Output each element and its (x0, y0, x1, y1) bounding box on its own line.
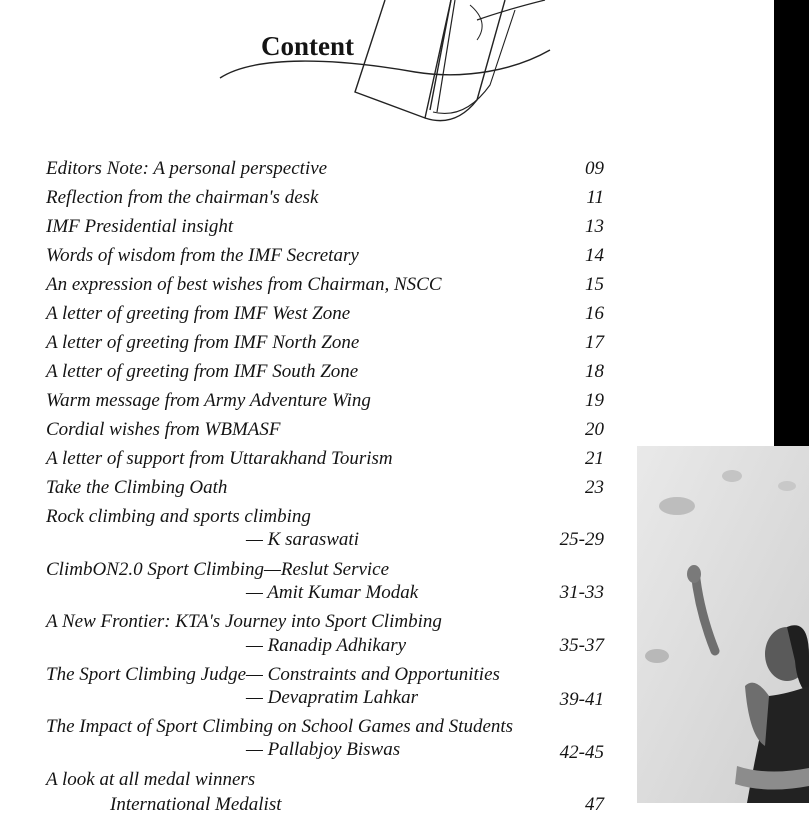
toc-entry-page: 18 (585, 361, 604, 382)
toc-entry-page: 25-29 (559, 529, 604, 550)
toc-entry-title: Cordial wishes from WBMASF (46, 419, 281, 440)
toc-entry-author: — Pallabjoy Biswas (246, 739, 401, 760)
toc-entry-title: Rock climbing and sports climbing (46, 506, 311, 527)
toc-entry-page: 17 (585, 332, 604, 353)
toc-entry-title: Editors Note: A personal perspective (46, 158, 328, 179)
toc-entry-page: 31-33 (559, 582, 604, 603)
toc-entry-title: Words of wisdom from the IMF Secretary (46, 245, 359, 266)
toc-entry-title: A letter of greeting from IMF West Zone (46, 303, 351, 324)
toc-entry-title: A letter of greeting from IMF South Zone (46, 361, 359, 382)
toc-entry-page: 11 (586, 187, 604, 208)
toc-entry-author: — Amit Kumar Modak (246, 582, 419, 603)
toc-entry-page: 39-41 (559, 689, 604, 710)
toc-entry-title: A New Frontier: KTA's Journey into Sport Climbing (46, 611, 442, 632)
toc-entry-author: — K saraswati (246, 529, 359, 550)
toc-entry-author: International Medalist (110, 794, 282, 815)
toc-entry-title: Take the Climbing Oath (46, 477, 228, 498)
toc-entry-title: The Impact of Sport Climbing on School Games and Students (46, 716, 514, 737)
toc-entry-page: 19 (585, 390, 604, 411)
toc-entry-title: The Sport Climbing Judge— Constraints and Opportunities (46, 664, 500, 685)
toc-entry-page: 47 (585, 794, 604, 815)
toc-entry-title: A letter of support from Uttarakhand Tourism (46, 448, 393, 469)
toc-entry-page: 15 (585, 274, 604, 295)
toc-entry-page: 42-45 (559, 742, 604, 763)
toc-entry-author: — Ranadip Adhikary (246, 635, 407, 656)
toc-entry-title: A look at all medal winners (46, 769, 256, 790)
open-book-illustration (215, 0, 555, 140)
toc-entry-page: 16 (585, 303, 604, 324)
toc-entry-page: 13 (585, 216, 604, 237)
toc-entry-title: Warm message from Army Adventure Wing (46, 390, 371, 411)
toc-entry-title: IMF Presidential insight (46, 216, 234, 237)
page-title: Content (261, 31, 354, 61)
toc-entry-author: — Devapratim Lahkar (246, 687, 419, 708)
toc-entry-page: 09 (585, 158, 604, 179)
toc-entry-page: 20 (585, 419, 604, 440)
toc-entry-page: 23 (585, 477, 604, 498)
toc-entry-title: Reflection from the chairman's desk (46, 187, 319, 208)
toc-entry-page: 14 (585, 245, 604, 266)
toc-entry-page: 21 (585, 448, 604, 469)
toc-entry-title: A letter of greeting from IMF North Zone (46, 332, 360, 353)
toc-entry-title: ClimbON2.0 Sport Climbing—Reslut Service (46, 559, 390, 580)
toc-entry-page: 35-37 (559, 635, 604, 656)
climber-photo (637, 446, 809, 803)
toc-entry-title: An expression of best wishes from Chairman, NSCC (46, 274, 442, 295)
black-side-bar (774, 0, 809, 446)
